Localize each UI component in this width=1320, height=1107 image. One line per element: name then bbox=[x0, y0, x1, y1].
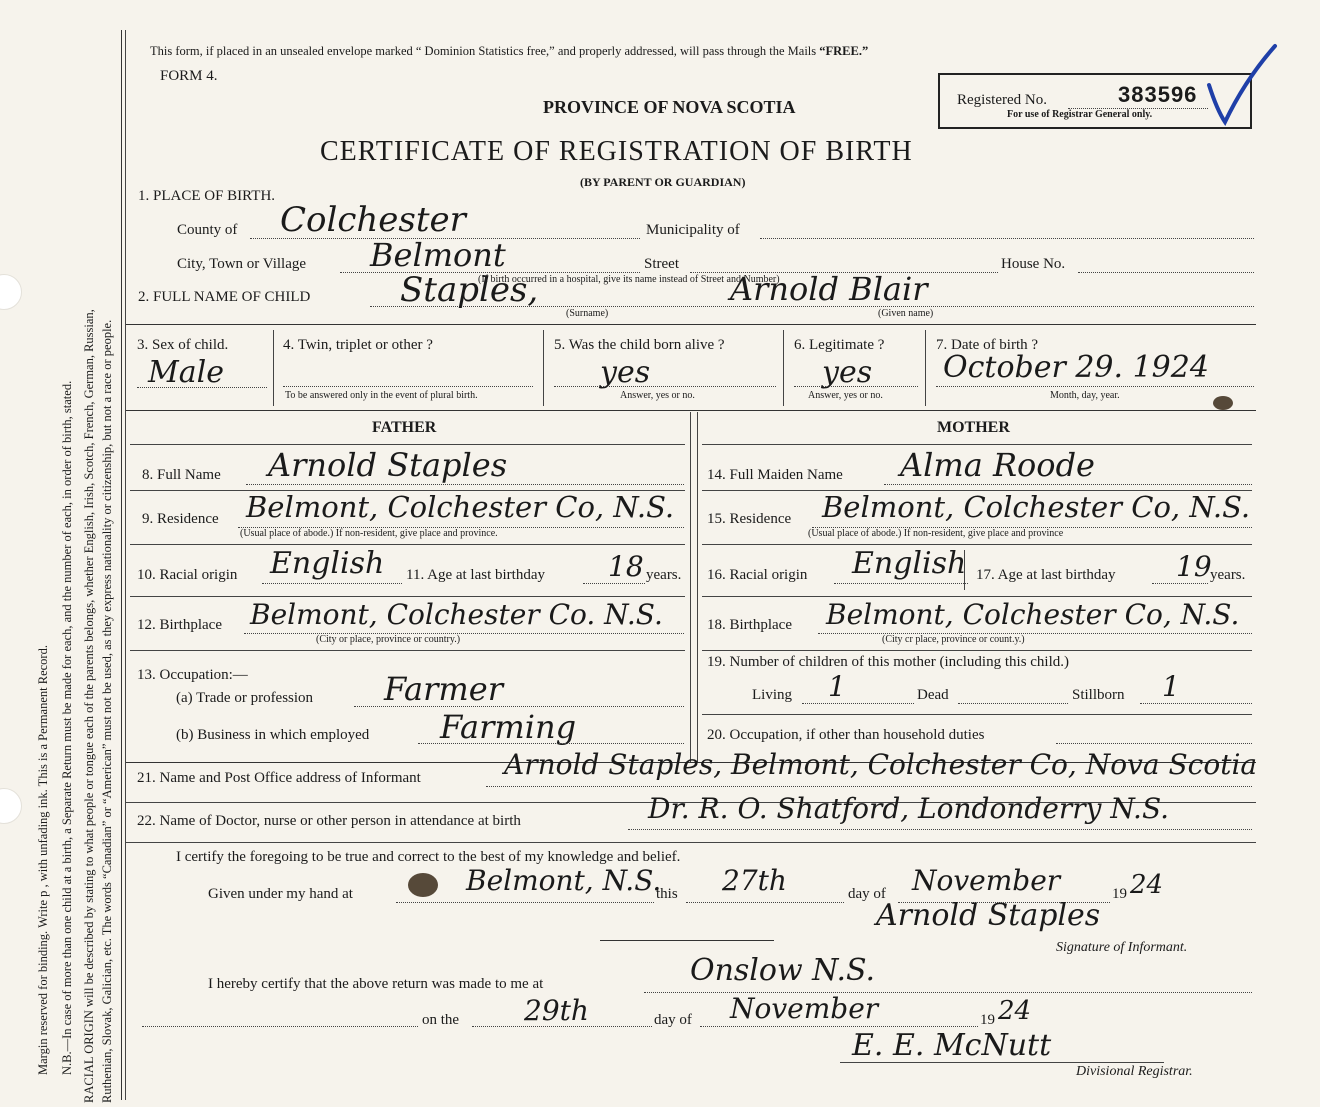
father-residence: Belmont, Colchester Co, N.S. bbox=[246, 490, 675, 524]
mother-birthplace-label: 18. Birthplace bbox=[707, 617, 792, 633]
certificate-title: CERTIFICATE OF REGISTRATION OF BIRTH bbox=[320, 136, 913, 167]
given-note: (Given name) bbox=[878, 308, 934, 319]
informant-signature: Arnold Staples bbox=[876, 898, 1101, 933]
county-value: Colchester bbox=[280, 200, 466, 240]
child-name-label: 2. FULL NAME OF CHILD bbox=[138, 289, 311, 305]
twin-note: To be answered only in the event of plural birth. bbox=[285, 390, 478, 401]
registered-label: Registered No. bbox=[957, 92, 1047, 108]
mother-age: 19 bbox=[1176, 550, 1212, 583]
registrar-note: For use of Registrar General only. bbox=[1007, 109, 1153, 120]
father-heading: FATHER bbox=[372, 419, 437, 436]
binding-hole bbox=[0, 274, 22, 310]
stillborn-value: 1 bbox=[1162, 670, 1180, 703]
registrar-day: 29th bbox=[524, 994, 589, 1027]
living-value: 1 bbox=[828, 670, 846, 703]
mother-race: English bbox=[852, 546, 967, 581]
living-label: Living bbox=[752, 687, 792, 703]
mother-residence: Belmont, Colchester Co, N.S. bbox=[822, 490, 1251, 524]
doctor-label: 22. Name of Doctor, nurse or other person in attendance at birth bbox=[137, 813, 521, 829]
business-label: (b) Business in which employed bbox=[176, 727, 370, 743]
signature-label: Signature of Informant. bbox=[1056, 940, 1188, 955]
child-surname: Staples, bbox=[400, 270, 539, 310]
father-birthplace: Belmont, Colchester Co. N.S. bbox=[250, 598, 663, 631]
mother-name-label: 14. Full Maiden Name bbox=[707, 467, 843, 483]
father-age: 18 bbox=[608, 550, 644, 583]
legitimate-label: 6. Legitimate ? bbox=[794, 337, 885, 353]
hospital-note: (If birth occurred in a hospital, give its name instead of Street and Number) bbox=[478, 274, 780, 285]
child-given-name: Arnold Blair bbox=[730, 270, 928, 308]
given-under-label: Given under my hand at bbox=[208, 886, 353, 902]
trade-value: Farmer bbox=[384, 670, 503, 708]
mother-birthplace: Belmont, Colchester Co, N.S. bbox=[826, 598, 1240, 631]
doctor-value: Dr. R. O. Shatford, Londonderry N.S. bbox=[648, 792, 1170, 825]
dob-note: Month, day, year. bbox=[1050, 390, 1120, 401]
certify-statement: I certify the foregoing to be true and correct to the best of my knowledge and belief. bbox=[176, 849, 681, 865]
father-birthplace-label: 12. Birthplace bbox=[137, 617, 222, 633]
mother-race-label: 16. Racial origin bbox=[707, 567, 808, 583]
mother-residence-note: (Usual place of abode.) If non-resident, give place and province bbox=[808, 528, 1064, 539]
father-residence-note: (Usual place of abode.) If non-resident, give place and province. bbox=[240, 528, 498, 539]
rule bbox=[126, 324, 1256, 325]
father-residence-label: 9. Residence bbox=[142, 511, 219, 527]
twin-label: 4. Twin, triplet or other ? bbox=[283, 337, 433, 353]
sex-value: Male bbox=[148, 355, 224, 390]
mother-residence-label: 15. Residence bbox=[707, 511, 792, 527]
year-prefix: 19 bbox=[1112, 886, 1127, 902]
given-day: 27th bbox=[722, 864, 787, 897]
stillborn-label: Stillborn bbox=[1072, 687, 1125, 703]
father-name: Arnold Staples bbox=[268, 446, 508, 484]
mother-birthplace-note: (City cr place, province or count.y.) bbox=[882, 634, 1025, 645]
registered-number: 383596 bbox=[1118, 82, 1198, 107]
on-the-label: on the bbox=[422, 1012, 460, 1028]
binding-hole bbox=[0, 788, 22, 824]
alive-note: Answer, yes or no. bbox=[620, 390, 695, 401]
dob-label: 7. Date of birth ? bbox=[936, 337, 1039, 353]
sex-label: 3. Sex of child. bbox=[137, 337, 229, 353]
informant-value: Arnold Staples, Belmont, Colchester Co, Nova Scotia bbox=[504, 748, 1258, 781]
mother-age-label: 17. Age at last birthday bbox=[976, 567, 1116, 583]
mother-age-years: years. bbox=[1210, 567, 1246, 583]
dob-value: October 29. 1924 bbox=[943, 350, 1209, 385]
house-label: House No. bbox=[1001, 256, 1066, 272]
mother-heading: MOTHER bbox=[937, 419, 1010, 436]
given-place: Belmont, N.S. bbox=[466, 864, 662, 897]
father-name-label: 8. Full Name bbox=[142, 467, 221, 483]
father-race-label: 10. Racial origin bbox=[137, 567, 238, 583]
province-heading: PROVINCE OF NOVA SCOTIA bbox=[543, 97, 796, 117]
margin-note-3: RACIAL ORIGIN will be described by stating to what people or tongue each of the parents belongs, whether English, Irish, Scotch, French, German, Russian, bbox=[82, 309, 96, 1103]
given-year: 24 bbox=[1130, 870, 1164, 900]
registrar-title: Divisional Registrar. bbox=[1076, 1064, 1193, 1079]
mail-notice: This form, if placed in an unsealed envelope marked “ Dominion Statistics free,” and properly addressed, will pass through the Mails “FREE.” bbox=[150, 44, 869, 58]
trade-label: (a) Trade or profession bbox=[176, 690, 314, 706]
form-number: FORM 4. bbox=[160, 68, 218, 84]
father-race: English bbox=[270, 546, 385, 581]
informant-label: 21. Name and Post Office address of Informant bbox=[137, 770, 421, 786]
alive-label: 5. Was the child born alive ? bbox=[554, 337, 725, 353]
registrar-year-prefix: 19 bbox=[980, 1012, 995, 1028]
this-label: this bbox=[656, 886, 678, 902]
registrar-statement: I hereby certify that the above return was made to me at bbox=[208, 976, 544, 992]
business-value: Farming bbox=[440, 708, 577, 746]
city-value: Belmont bbox=[370, 236, 506, 274]
city-label: City, Town or Village bbox=[177, 256, 307, 272]
municipality-label: Municipality of bbox=[646, 222, 740, 238]
margin-note-2: N.B.—In case of more than one child at a birth, a Separate Return must be made for each, and the number of each, in order of birth, stated. bbox=[60, 380, 74, 1075]
certificate-subtitle: (BY PARENT OR GUARDIAN) bbox=[580, 175, 746, 189]
county-label: County of bbox=[177, 222, 238, 238]
margin-note-1: Margin reserved for binding. Write p , with unfading ink. This is a Permanent Record. bbox=[36, 645, 50, 1075]
registrar-year: 24 bbox=[998, 996, 1032, 1026]
father-birthplace-note: (City or place, province or country.) bbox=[316, 634, 461, 645]
street-label: Street bbox=[644, 256, 679, 272]
given-month: November bbox=[912, 864, 1061, 897]
surname-note: (Surname) bbox=[566, 308, 609, 319]
day-of-label: day of bbox=[848, 886, 886, 902]
children-label: 19. Number of children of this mother (including this child.) bbox=[707, 654, 1070, 670]
mother-name: Alma Roode bbox=[900, 446, 1095, 484]
margin-rule bbox=[125, 30, 126, 1100]
father-age-label: 11. Age at last birthday bbox=[406, 567, 545, 583]
legitimate-value: yes bbox=[822, 355, 873, 390]
occupation-label: 13. Occupation:— bbox=[137, 667, 248, 683]
checkmark-icon bbox=[1205, 40, 1285, 130]
dead-label: Dead bbox=[917, 687, 949, 703]
registrar-month: November bbox=[730, 992, 879, 1025]
margin-rule bbox=[121, 30, 122, 1100]
registrar-signature: E. E. McNutt bbox=[852, 1028, 1052, 1063]
registrar-place: Onslow N.S. bbox=[690, 953, 876, 988]
registrar-day-of: day of bbox=[654, 1012, 692, 1028]
father-age-years: years. bbox=[646, 567, 682, 583]
margin-note-4: Ruthenian, Slovak, Galician, etc. The words “Canadian” or “American” must not be used, as they express nationality or citizenship, but not a race or people. bbox=[100, 319, 114, 1103]
place-of-birth-label: 1. PLACE OF BIRTH. bbox=[138, 188, 276, 204]
alive-value: yes bbox=[600, 355, 651, 390]
legitimate-note: Answer, yes or no. bbox=[808, 390, 883, 401]
mother-occupation-label: 20. Occupation, if other than household duties bbox=[707, 727, 985, 743]
